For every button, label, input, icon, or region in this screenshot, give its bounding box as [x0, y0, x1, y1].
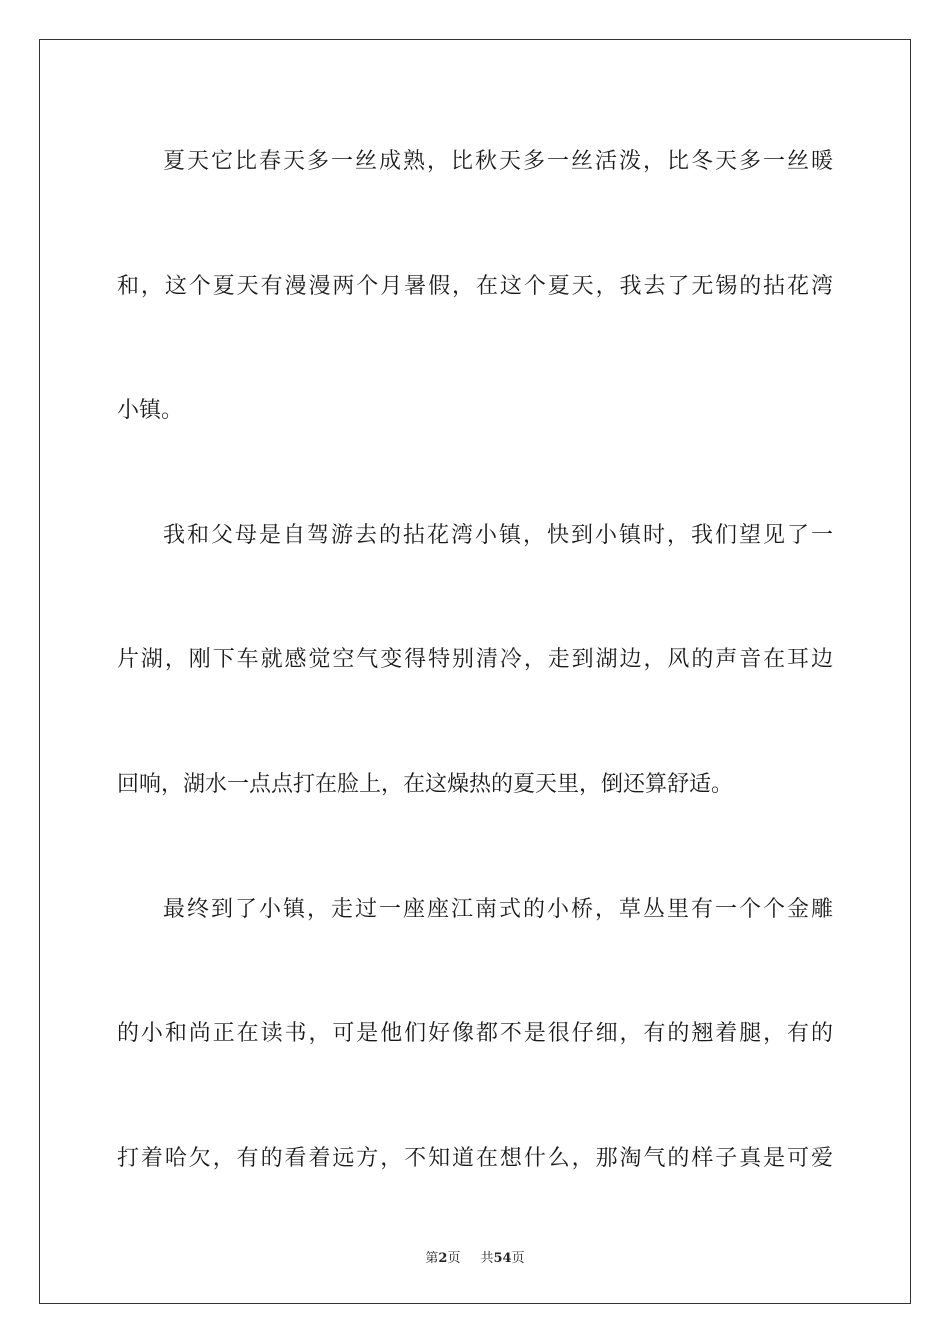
paragraph-1-line-3: 小镇。 [117, 398, 184, 424]
paragraph-1-line-1: 夏天它比春天多一丝成熟，比秋天多一丝活泼，比冬天多一丝暖 [163, 149, 833, 174]
total-suffix: 页 [511, 1251, 525, 1266]
total-prefix: 共 [480, 1251, 494, 1266]
paragraph-1-line-2: 和，这个夏天有漫漫两个月暑假，在这个夏天，我去了无锡的拈花湾 [117, 273, 833, 299]
paragraph-3-line-1: 最终到了小镇，走过一座座江南式的小桥，草丛里有一个个金雕 [163, 896, 833, 922]
paragraph-2-line-1: 我和父母是自驾游去的拈花湾小镇，快到小镇时，我们望见了一 [163, 522, 833, 548]
page-footer [0, 1247, 950, 1266]
paragraph-2-line-2: 片湖，刚下车就感觉空气变得特别清冷，走到湖边，风的声音在耳边 [117, 647, 833, 673]
paragraph-3-line-2: 的小和尚正在读书，可是他们好像都不是很仔细，有的翘着腿，有的 [117, 1021, 833, 1047]
page-number: 2 [438, 1251, 448, 1266]
total-pages: 54 [493, 1251, 512, 1266]
paragraph-2-line-3: 回响，湖水一点点打在脸上，在这燥热的夏天里，倒还算舒适。 [117, 771, 734, 797]
page-prefix: 第 [425, 1251, 439, 1266]
page-suffix: 页 [447, 1251, 461, 1266]
paragraph-3-line-3: 打着哈欠，有的看着远方，不知道在想什么，那淘气的样子真是可爱 [117, 1145, 833, 1171]
document-body [117, 110, 833, 1231]
